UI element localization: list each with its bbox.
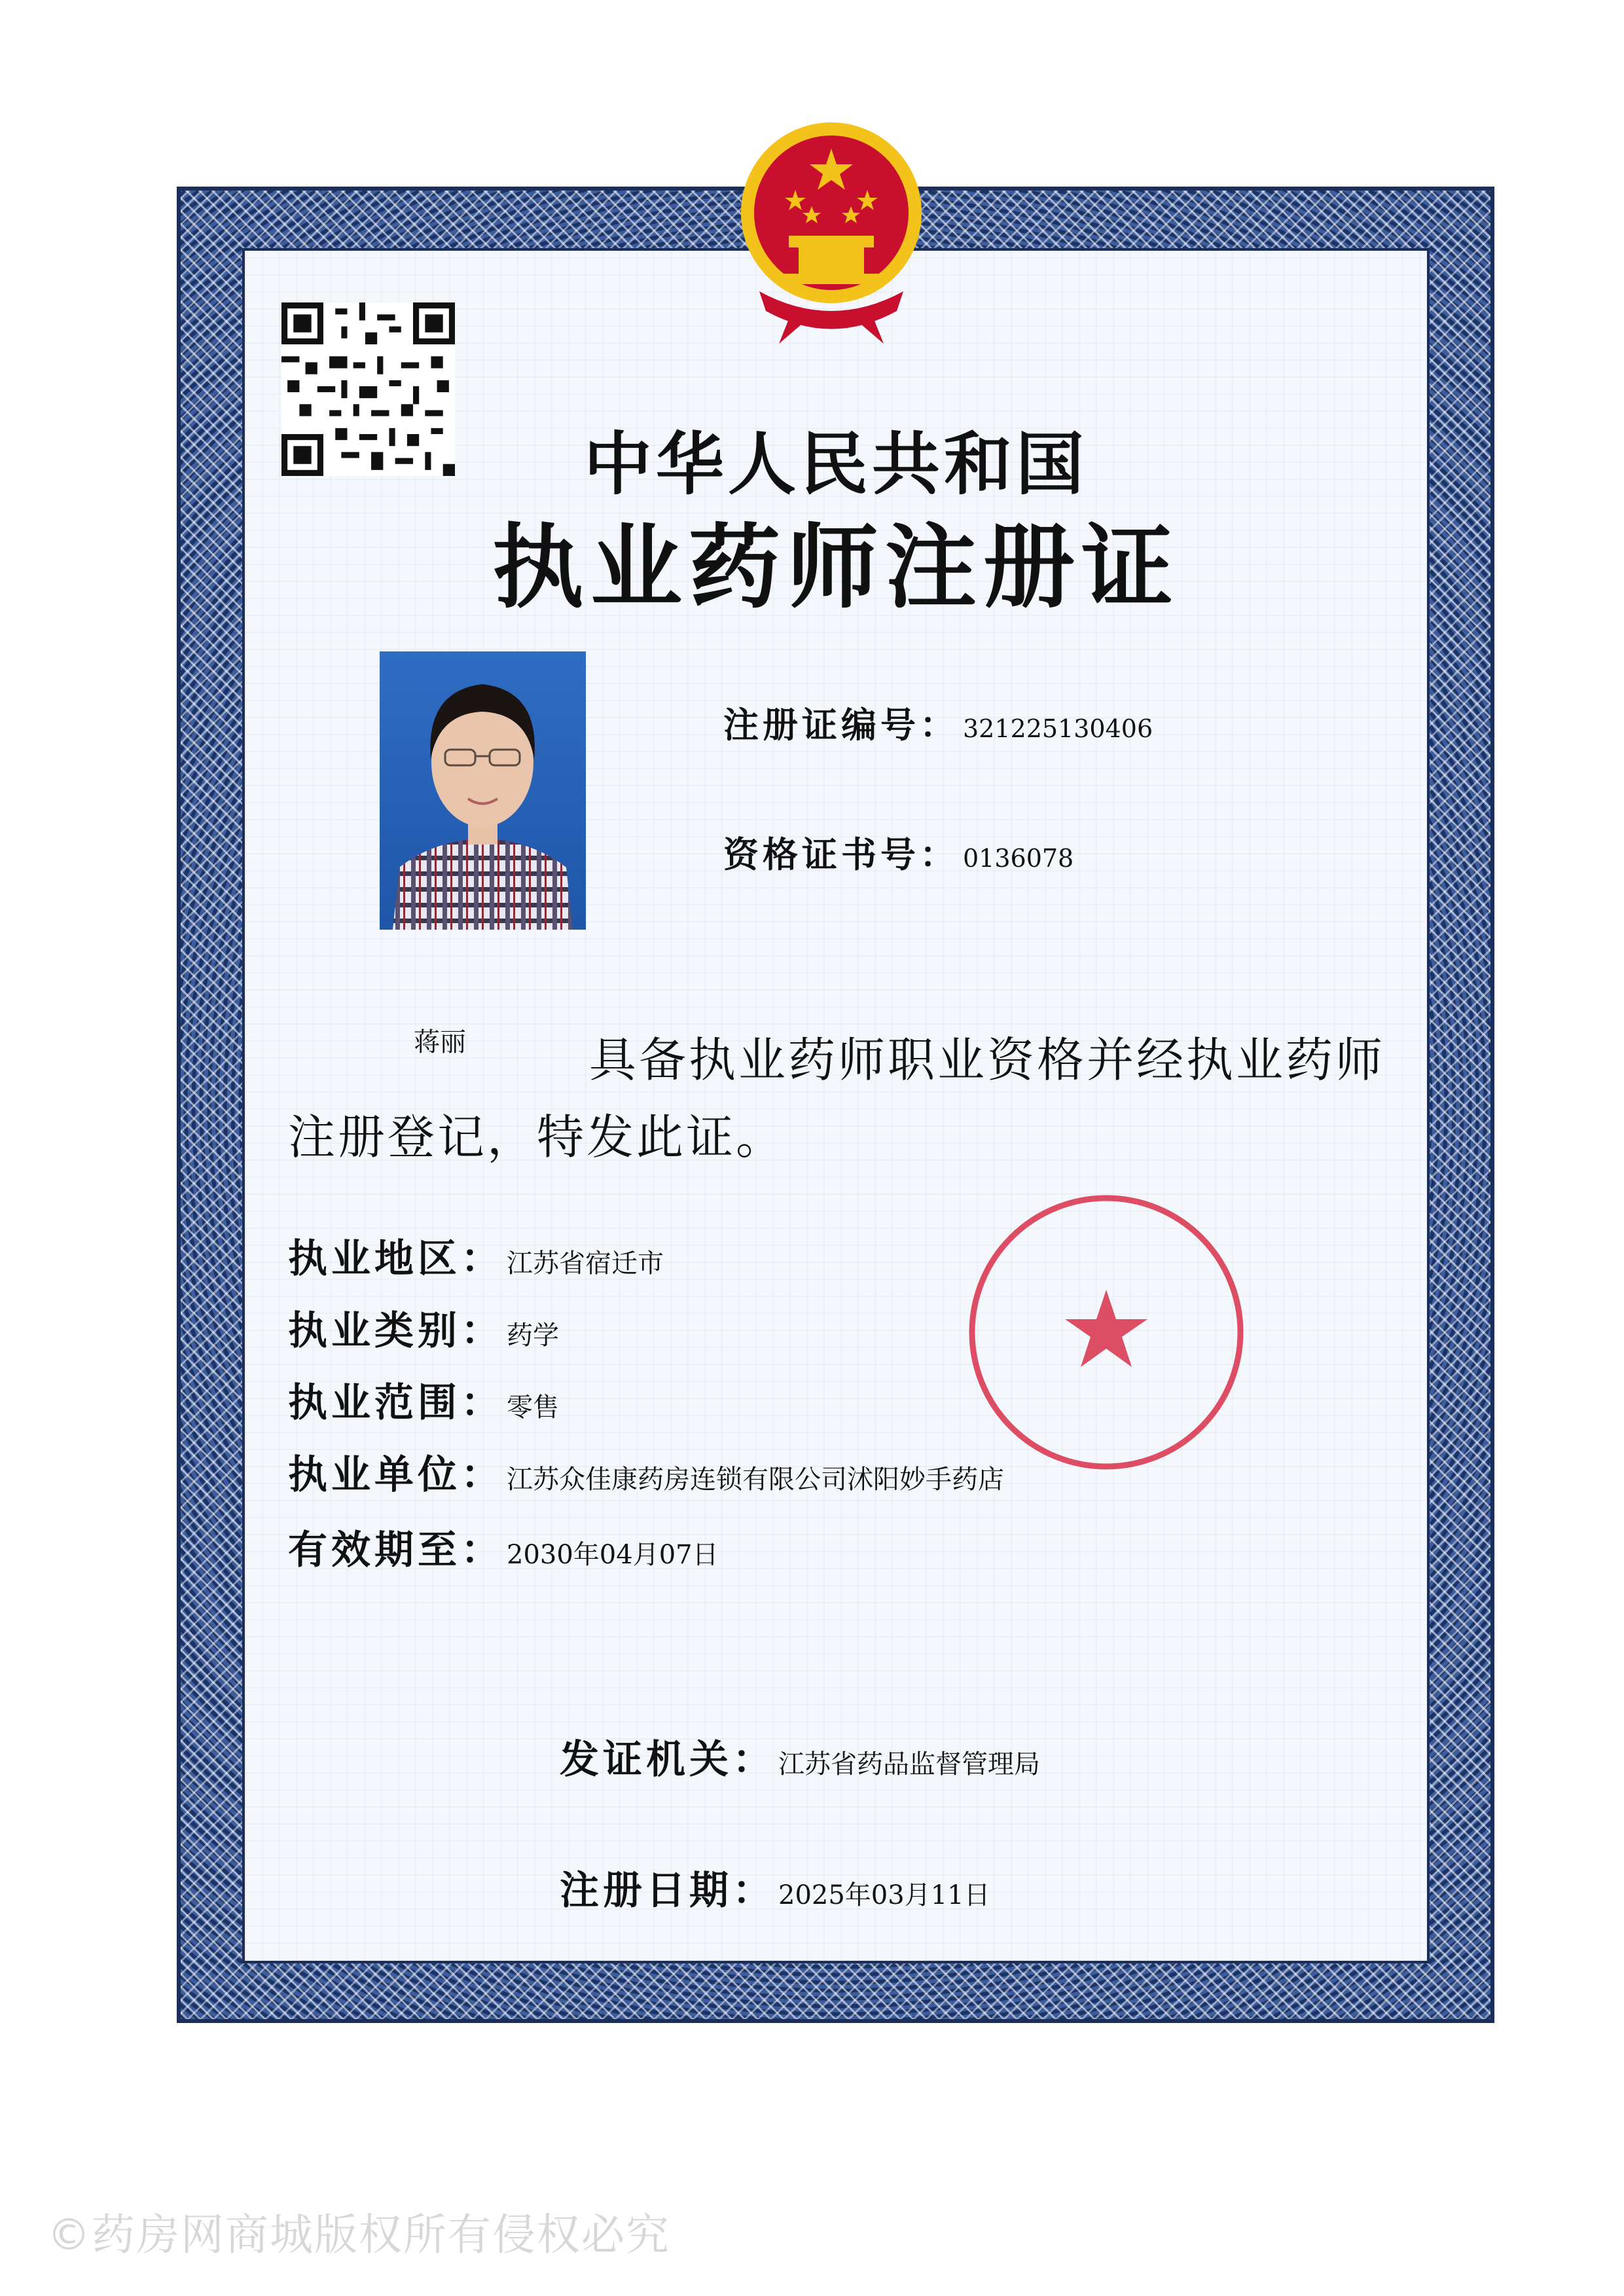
qualification-number-row [723, 827, 1074, 877]
practice-employer-row [288, 1444, 1004, 1500]
registration-date-value: 2025年03月11日 [778, 1880, 990, 1910]
practice-employer-value: 江苏众佳康药房连锁有限公司沭阳妙手药店 [507, 1465, 1004, 1495]
qualification-number-label: 资格证书号： [723, 833, 959, 875]
registration-number-row [723, 697, 1153, 748]
practice-region-label: 执业地区： [288, 1236, 504, 1282]
national-emblem-icon [733, 115, 929, 350]
practice-scope-value: 零售 [507, 1393, 559, 1423]
issuing-authority-label: 发证机关： [560, 1737, 776, 1783]
holder-photo [380, 651, 586, 930]
valid-until-label: 有效期至： [288, 1527, 504, 1573]
valid-until-value: 2030年04月07日 [507, 1540, 719, 1570]
issuing-authority-value: 江苏省药品监督管理局 [778, 1749, 1040, 1779]
registration-date-label: 注册日期： [560, 1868, 776, 1914]
valid-until-row [288, 1519, 719, 1575]
practice-category-value: 药学 [507, 1321, 559, 1351]
qualification-number-value: 0136078 [963, 844, 1074, 873]
practice-region-row [288, 1228, 664, 1284]
practice-region-value: 江苏省宿迁市 [507, 1248, 664, 1279]
registration-number-label: 注册证编号： [723, 704, 959, 746]
issuing-authority-row [560, 1728, 1040, 1785]
registration-date-row [560, 1859, 990, 1916]
practice-category-label: 执业类别： [288, 1308, 504, 1354]
company-seal-stamp [965, 1192, 1247, 1473]
certificate-statement: 具备执业药师职业资格并经执业药师注册登记，特发此证。 [288, 1032, 1386, 1165]
title-certificate: 执业药师注册证 [492, 514, 1180, 621]
registration-number-value: 321225130406 [963, 714, 1153, 743]
practice-category-row [288, 1300, 559, 1356]
practice-scope-label: 执业范围： [288, 1380, 504, 1426]
practice-employer-label: 执业单位： [288, 1452, 504, 1498]
title-country: 中华人民共和国 [583, 424, 1088, 504]
copyright-watermark: ©药房网商城版权所有侵权必究 [47, 2210, 670, 2260]
holder-name: 蒋丽 [414, 1027, 466, 1057]
practice-scope-row [288, 1372, 559, 1428]
